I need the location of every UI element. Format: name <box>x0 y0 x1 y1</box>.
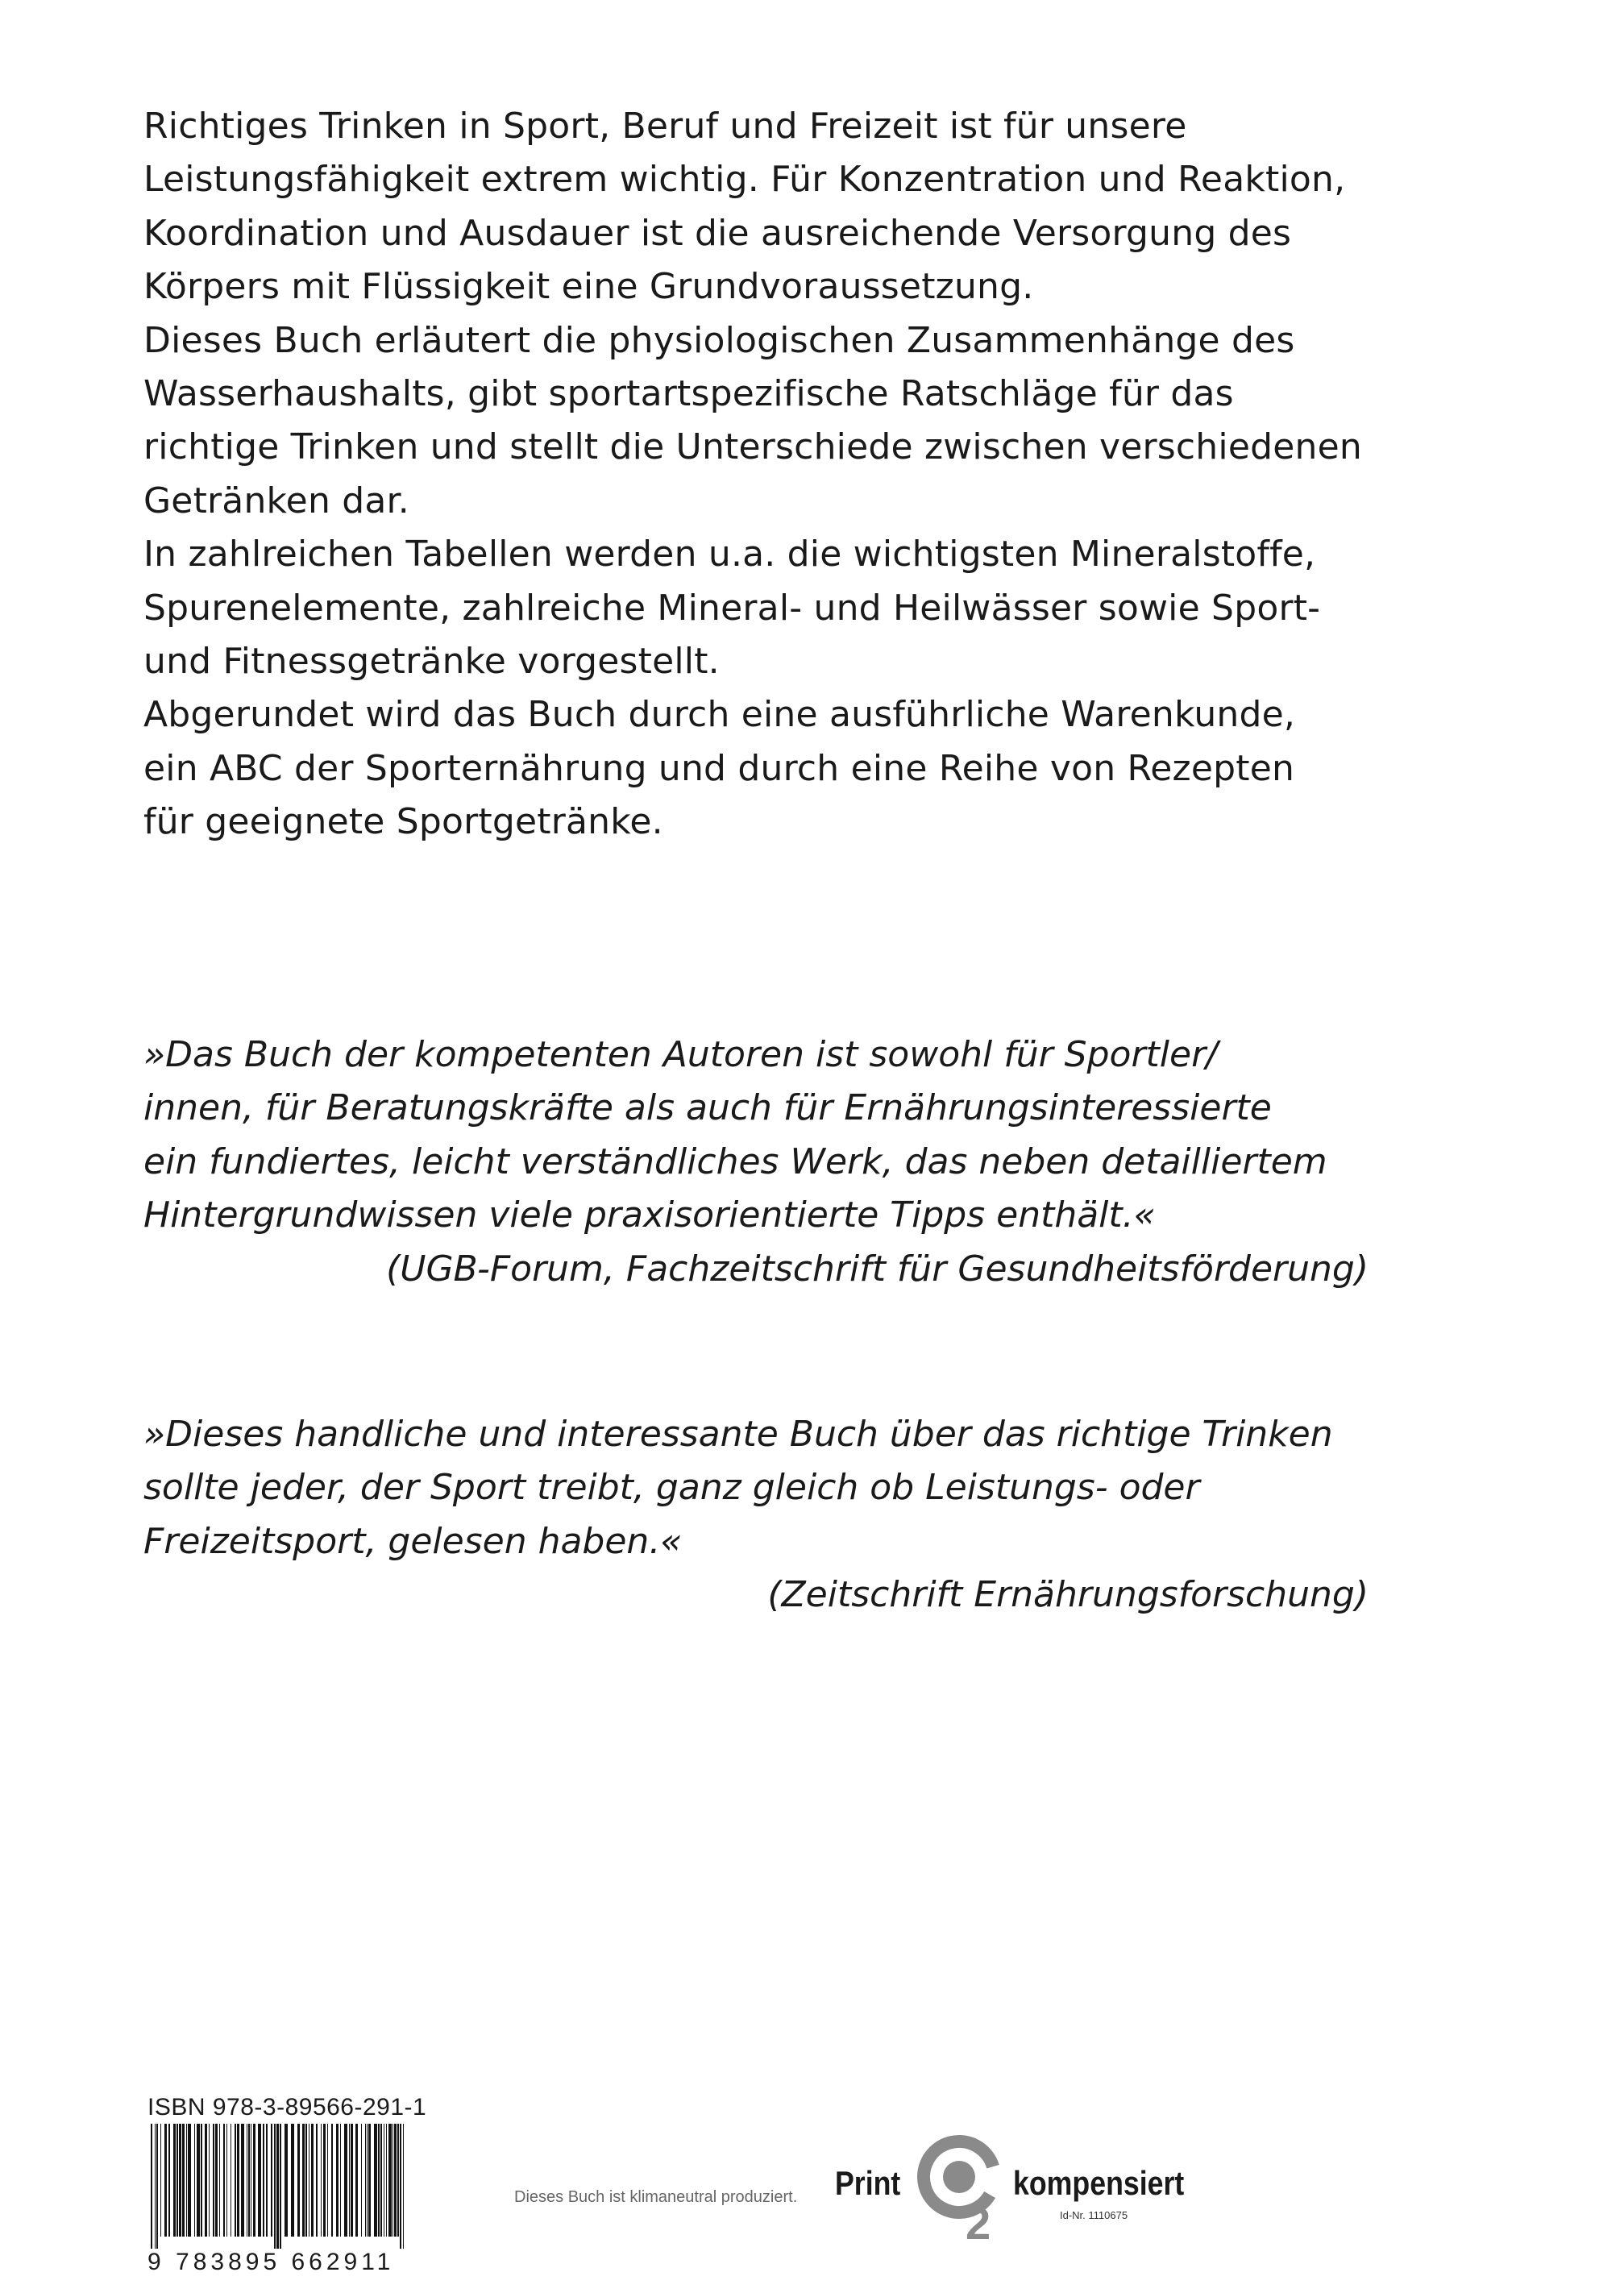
quote-line: innen, für Beratungskräfte als auch für Ernährungsinteressierte <box>143 1087 1272 1129</box>
svg-text:2: 2 <box>966 2198 991 2243</box>
quote-source: (Zeitschrift Ernährungsforschung) <box>767 1574 1369 1616</box>
blurb-line: In zahlreichen Tabellen werden u.a. die wichtigsten Mineralstoffe, <box>143 534 1316 575</box>
quote-line: »Das Buch der kompetenten Autoren ist sowohl für Sportler/ <box>143 1034 1218 1075</box>
climate-neutral-note: Dieses Buch ist klimaneutral produziert. <box>514 2188 798 2206</box>
barcode-icon <box>147 2124 409 2249</box>
barcode-number: 9 783895 662911 <box>147 2249 395 2275</box>
logo-kompensiert-word: kompensiert <box>1013 2164 1185 2202</box>
blurb-line: Leistungsfähigkeit extrem wichtig. Für Konzentration und Reaktion, <box>143 159 1346 201</box>
isbn-label: ISBN 978-3-89566-291-1 <box>147 2094 427 2121</box>
quote-line: sollte jeder, der Sport treibt, ganz gleich ob Leistungs- oder <box>143 1467 1200 1509</box>
quote-source: (UGB-Forum, Fachzeitschrift für Gesundheitsförderung) <box>386 1248 1369 1290</box>
blurb-line: richtige Trinken und stellt die Unterschiede zwischen verschiedenen <box>143 426 1362 468</box>
logo-print-word: Print <box>835 2164 901 2202</box>
blurb-line: ein ABC der Sporternährung und durch eine Reihe von Rezepten <box>143 747 1295 789</box>
review-quote-ernaehrungsforschung <box>143 1408 1369 1622</box>
co2-icon <box>916 2130 1012 2243</box>
blurb-line: Abgerundet wird das Buch durch eine ausführliche Warenkunde, <box>143 694 1296 736</box>
blurb-line: Dieses Buch erläutert die physiologischen Zusammenhänge des <box>143 319 1295 361</box>
blurb-line: Koordination und Ausdauer ist die ausreichende Versorgung des <box>143 212 1292 254</box>
quote-line: ein fundiertes, leicht verständliches Werk, das neben detailliertem <box>143 1140 1327 1182</box>
blurb-line: Körpers mit Flüssigkeit eine Grundvoraussetzung. <box>143 266 1034 308</box>
blurb-line: Getränken dar. <box>143 480 409 521</box>
blurb-line: Wasserhaushalts, gibt sportartspezifische Ratschläge für das <box>143 373 1234 415</box>
blurb-line: und Fitnessgetränke vorgestellt. <box>143 641 720 683</box>
review-quote-ugb <box>143 1028 1369 1296</box>
logo-id-number: Id-Nr. 1110675 <box>1060 2209 1128 2221</box>
quote-line: Hintergrundwissen viele praxisorientierte Tipps enthält.« <box>143 1194 1156 1236</box>
quote-line: Freizeitsport, gelesen haben.« <box>143 1520 683 1562</box>
blurb-text <box>143 100 1401 849</box>
blurb-line: Richtiges Trinken in Sport, Beruf und Freizeit ist für unsere <box>143 106 1187 147</box>
blurb-line: Spurenelemente, zahlreiche Mineral- und Heilwässer sowie Sport- <box>143 587 1321 629</box>
print-co2-kompensiert-logo <box>835 2130 1185 2243</box>
blurb-line: für geeignete Sportgetränke. <box>143 801 663 843</box>
quote-line: »Dieses handliche und interessante Buch über das richtige Trinken <box>143 1414 1333 1455</box>
